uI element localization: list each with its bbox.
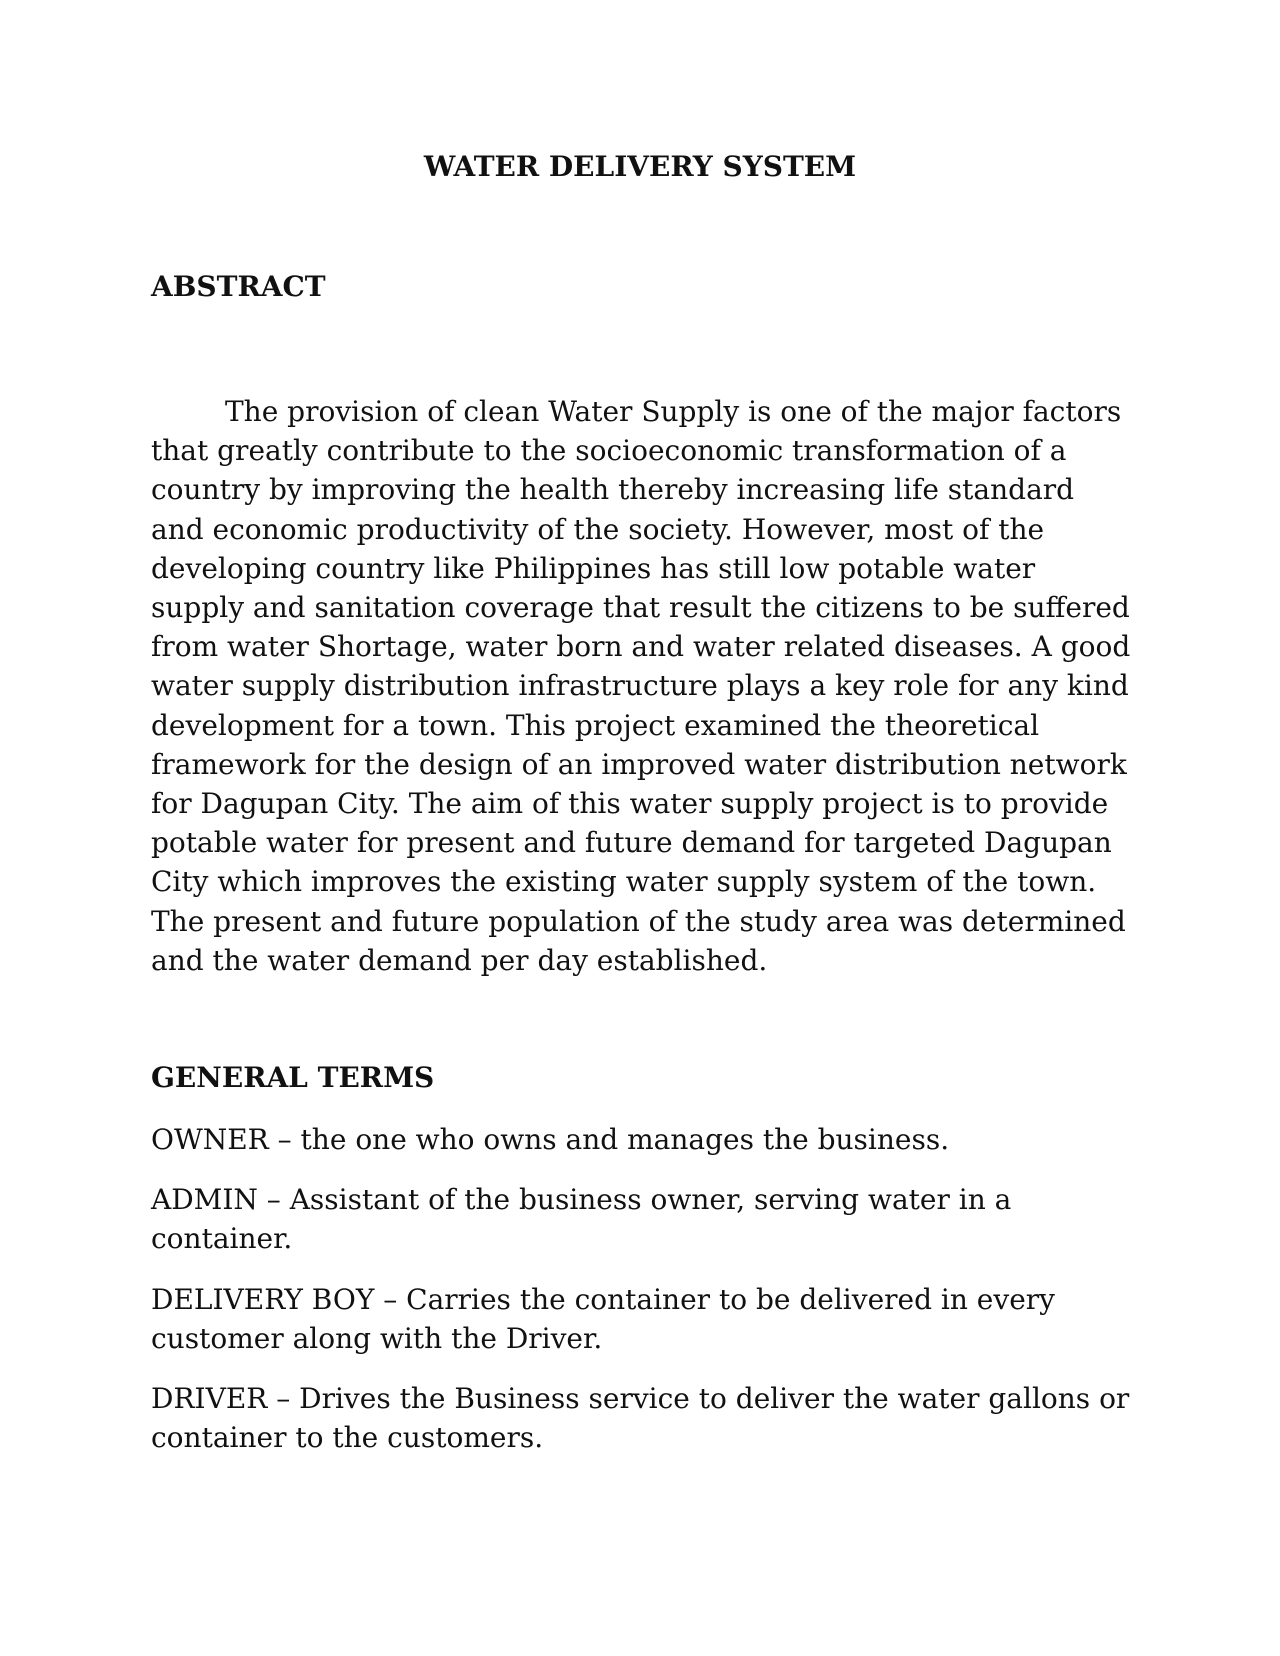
general-terms-heading: GENERAL TERMS — [151, 1061, 435, 1094]
abstract-heading: ABSTRACT — [151, 270, 326, 303]
term-admin: ADMIN – Assistant of the business owner, serving water in a container. — [151, 1183, 1012, 1256]
term-driver: DRIVER – Drives the Business service to deliver the water gallons or container to the customers. — [151, 1382, 1130, 1455]
abstract-paragraph: The provision of clean Water Supply is one of the major factors that greatly contribute to the socioeconomic transformation of a country by improving the health thereby increasing life standard and economic productivity of the society. However, most of the developing country like Philippines has still low potable water supply and sanitation coverage that result the citizens to be suffered from water Shortage, water born and water related diseases. A good water supply distribution infrastructure plays a key role for any kind development for a town. This project examined the theoretical framework for the design of an improved water distribution network for Dagupan City. The aim of this water supply project is to provide potable water for present and future demand for targeted Dagupan City which improves the existing water supply system of the town. The present and future population of the study area was determined and the water demand per day established. — [151, 395, 1131, 977]
term-owner: OWNER – the one who owns and manages the business. — [151, 1123, 950, 1156]
document-title: WATER DELIVERY SYSTEM — [423, 150, 857, 183]
general-terms-list — [151, 1120, 1131, 1478]
term-delivery-boy: DELIVERY BOY – Carries the container to be delivered in every customer along with the Driver. — [151, 1282, 1055, 1355]
